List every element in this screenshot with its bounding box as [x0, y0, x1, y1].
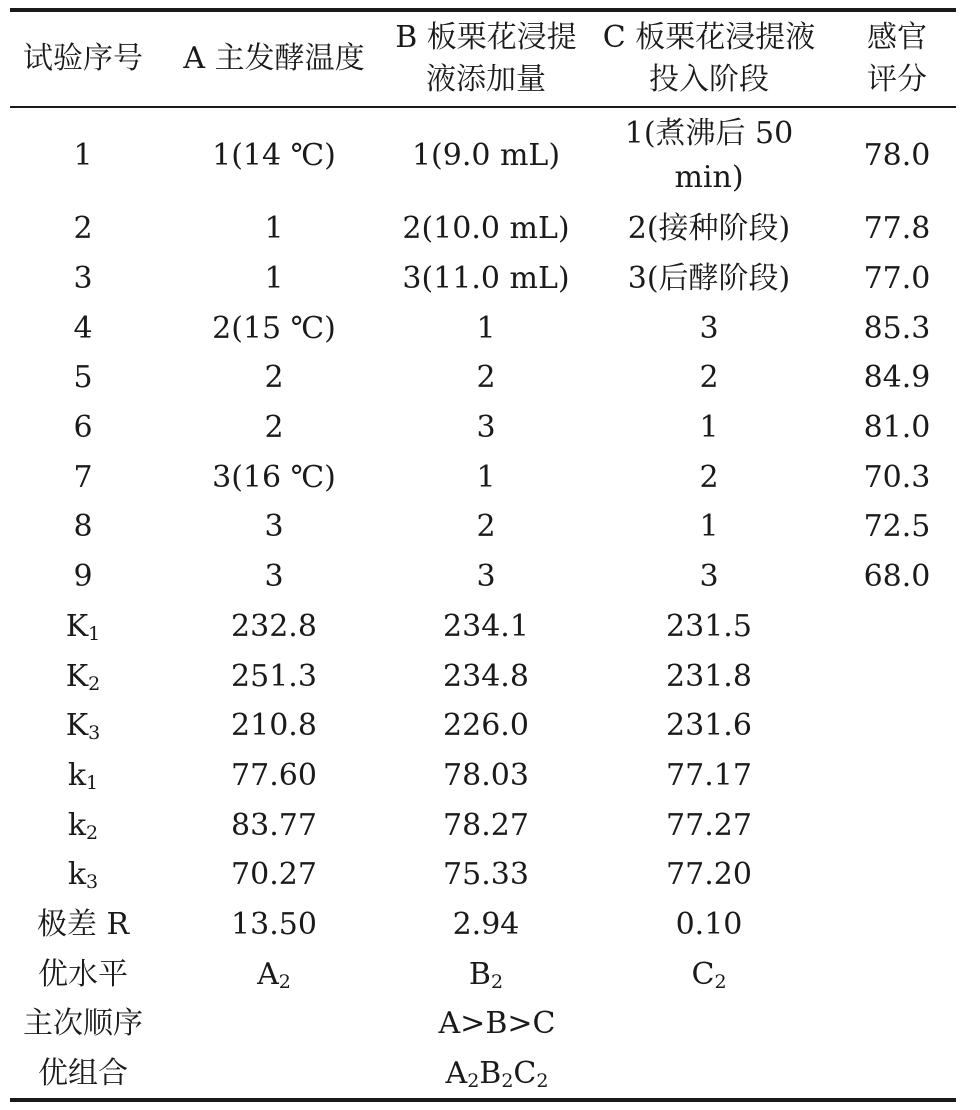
- stat-c: 231.6: [666, 708, 752, 744]
- order-value: A>B>C: [438, 1006, 556, 1042]
- trial-a: 2: [264, 410, 284, 446]
- trial-c: 2(接种阶段): [627, 211, 791, 247]
- stat-row-K2: [10, 651, 956, 701]
- trial-no: 8: [73, 509, 93, 545]
- trial-c: 3: [699, 559, 719, 595]
- trial-no: 6: [73, 410, 93, 446]
- stat-empty: [838, 602, 956, 652]
- trial-row: [10, 502, 956, 552]
- stat-a: 77.60: [231, 757, 317, 793]
- trial-c: 1: [699, 410, 719, 446]
- stat-label: $k_2$: [67, 807, 99, 844]
- stat-c: 77.27: [666, 807, 752, 843]
- header-trial-no: 试验序号: [23, 41, 143, 76]
- trial-row: [10, 204, 956, 254]
- stat-label: $K_2$: [65, 658, 101, 695]
- orthogonal-test-table: [10, 8, 956, 1102]
- range-row: [10, 900, 956, 950]
- combination-label: 优组合: [38, 1056, 128, 1092]
- trial-c: 3(后酵阶段): [627, 261, 791, 297]
- trial-row: [10, 254, 956, 304]
- trial-a: 3: [264, 509, 284, 545]
- trial-no: 5: [73, 360, 93, 396]
- range-label: 极差 R: [36, 906, 130, 942]
- stat-row-K1: [10, 602, 956, 652]
- stat-b: 75.33: [443, 857, 529, 893]
- trial-no: 4: [73, 310, 93, 346]
- trial-no: 2: [73, 211, 93, 247]
- stat-a: 251.3: [231, 658, 317, 694]
- stat-a: 83.77: [231, 807, 317, 843]
- stat-empty: [838, 701, 956, 751]
- trial-score: 72.5: [863, 509, 931, 545]
- range-c: 0.10: [675, 906, 743, 942]
- trial-row: [10, 552, 956, 602]
- stat-b: 78.03: [443, 757, 529, 793]
- trial-b: 1: [476, 310, 496, 346]
- trial-a: 3(16 ℃): [212, 459, 336, 495]
- stat-empty: [838, 800, 956, 850]
- stat-b: 234.8: [443, 658, 529, 694]
- trial-row: [10, 107, 956, 204]
- optimal-level-label: 优水平: [38, 956, 128, 992]
- stat-a: 210.8: [231, 708, 317, 744]
- trial-no: 1: [73, 138, 93, 173]
- stat-c: 77.17: [666, 757, 752, 793]
- trial-b: 2: [476, 360, 496, 396]
- trial-a: 3: [264, 559, 284, 595]
- stat-b: 226.0: [443, 708, 529, 744]
- trial-row: [10, 303, 956, 353]
- combination-row: [10, 1049, 956, 1101]
- stat-label: $K_3$: [65, 708, 101, 745]
- combination-empty: [838, 1049, 956, 1101]
- trial-score: 78.0: [863, 138, 931, 173]
- trial-row: [10, 353, 956, 403]
- stat-row-K3: [10, 701, 956, 751]
- stat-a: 70.27: [231, 857, 317, 893]
- trial-a: 2: [264, 360, 284, 396]
- order-empty: [838, 999, 956, 1049]
- trial-no: 3: [73, 261, 93, 297]
- range-a: 13.50: [231, 906, 317, 942]
- header-factor-c: C 板栗花浸提液 投入阶段: [602, 20, 816, 97]
- trial-no: 9: [73, 559, 93, 595]
- trial-score: 68.0: [863, 559, 931, 595]
- stat-a: 232.8: [231, 608, 317, 644]
- header-row: [10, 10, 956, 107]
- combination-value: $A_2B_2C_2$: [445, 1056, 549, 1093]
- trial-b: 2: [476, 509, 496, 545]
- optimal-level-a: $A_2$: [257, 956, 291, 993]
- stat-c: 231.8: [666, 658, 752, 694]
- stat-b: 78.27: [443, 807, 529, 843]
- trial-c: 2: [699, 459, 719, 495]
- trial-score: 77.8: [863, 211, 931, 247]
- trial-score: 77.0: [863, 261, 931, 297]
- trial-b: 1: [476, 459, 496, 495]
- trial-row: [10, 452, 956, 502]
- range-empty: [838, 900, 956, 950]
- trial-a: 2(15 ℃): [212, 310, 336, 346]
- trial-score: 70.3: [863, 459, 931, 495]
- optimal-level-row: [10, 949, 956, 999]
- header-sensory-score: 感官 评分: [867, 20, 927, 97]
- stat-empty: [838, 651, 956, 701]
- order-row: [10, 999, 956, 1049]
- stat-empty: [838, 850, 956, 900]
- stat-label: $K_1$: [65, 608, 101, 645]
- trial-score: 85.3: [863, 310, 931, 346]
- stat-label: $k_3$: [67, 857, 99, 894]
- header-factor-a: A 主发酵温度: [183, 41, 365, 76]
- trial-c: 3: [699, 310, 719, 346]
- stat-row-k2: [10, 800, 956, 850]
- optimal-level-c: $C_2$: [691, 956, 727, 993]
- trial-a: 1: [264, 211, 284, 247]
- orthogonal-test-table-container: [10, 8, 956, 1102]
- trial-score: 81.0: [863, 410, 931, 446]
- stat-c: 77.20: [666, 857, 752, 893]
- stat-row-k1: [10, 751, 956, 801]
- order-label: 主次顺序: [23, 1006, 143, 1042]
- trial-b: 2(10.0 mL): [402, 211, 570, 247]
- stat-c: 231.5: [666, 608, 752, 644]
- optimal-level-b: $B_2$: [468, 956, 504, 993]
- trial-no: 7: [73, 459, 93, 495]
- trial-b: 3(11.0 mL): [402, 261, 570, 297]
- trial-b: 3: [476, 410, 496, 446]
- stat-row-k3: [10, 850, 956, 900]
- trial-a: 1: [264, 261, 284, 297]
- stat-label: $k_1$: [67, 757, 99, 794]
- trial-score: 84.9: [863, 360, 931, 396]
- range-b: 2.94: [452, 906, 520, 942]
- stat-b: 234.1: [443, 608, 529, 644]
- trial-row: [10, 403, 956, 453]
- trial-b: 1(9.0 mL): [411, 138, 561, 173]
- trial-a: 1(14 ℃): [212, 138, 336, 173]
- stat-empty: [838, 751, 956, 801]
- trial-b: 3: [476, 559, 496, 595]
- trial-c: 1(煮沸后 50 min): [624, 116, 794, 195]
- optimal-level-empty: [838, 949, 956, 999]
- header-factor-b: B 板栗花浸提 液添加量: [395, 20, 577, 97]
- trial-c: 2: [699, 360, 719, 396]
- trial-c: 1: [699, 509, 719, 545]
